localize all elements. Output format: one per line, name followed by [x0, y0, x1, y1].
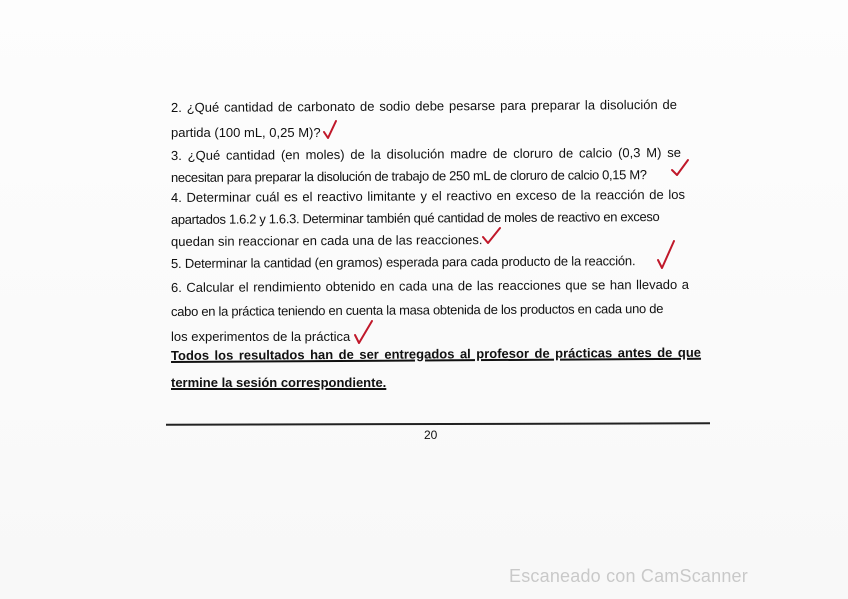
- page-number: 20: [424, 428, 438, 442]
- text-line: 4. Determinar cuál es el reactivo limitante y el reactivo en exceso de la reacción de los: [170, 186, 686, 205]
- checkmark-icon: [352, 318, 376, 346]
- checkmark-icon: [321, 119, 341, 141]
- checkmark-icon: [670, 157, 690, 179]
- watermark: Escaneado con CamScanner: [509, 566, 748, 586]
- notice-line: termine la sesión correspondiente.: [171, 375, 387, 390]
- text-line: 6. Calcular el rendimiento obtenido en cada una de las reacciones que se han llevado a: [170, 276, 690, 295]
- text-line: partida (100 mL, 0,25 M)?: [171, 125, 321, 140]
- footer-rule: [166, 422, 710, 425]
- text-line: 3. ¿Qué cantidad (en moles) de la disolución madre de cloruro de calcio (0,3 M) se: [170, 144, 682, 163]
- text-line: cabo en la práctica teniendo en cuenta la masa obtenida de los productos en cada uno de: [170, 300, 664, 319]
- text-line: necesitan para preparar la disolución de trabajo de 250 mL de cloruro de calcio 0,15 M?: [170, 167, 647, 185]
- text-line: 5. Determinar la cantidad (en gramos) esperada para cada producto de la reacción.: [170, 253, 636, 271]
- checkmark-icon: [655, 238, 679, 270]
- checkmark-icon: [481, 224, 501, 246]
- text-line: 2. ¿Qué cantidad de carbonato de sodio debe pesarse para preparar la disolución de: [170, 96, 678, 115]
- text-line: los experimentos de la práctica: [171, 329, 351, 344]
- notice-line: Todos los resultados han de ser entregados al profesor de prácticas antes de que: [170, 344, 702, 363]
- text-line: quedan sin reaccionar en cada una de las reacciones.: [170, 232, 483, 249]
- text-line: apartados 1.6.2 y 1.6.3. Determinar también qué cantidad de moles de reactivo en exceso: [170, 209, 660, 227]
